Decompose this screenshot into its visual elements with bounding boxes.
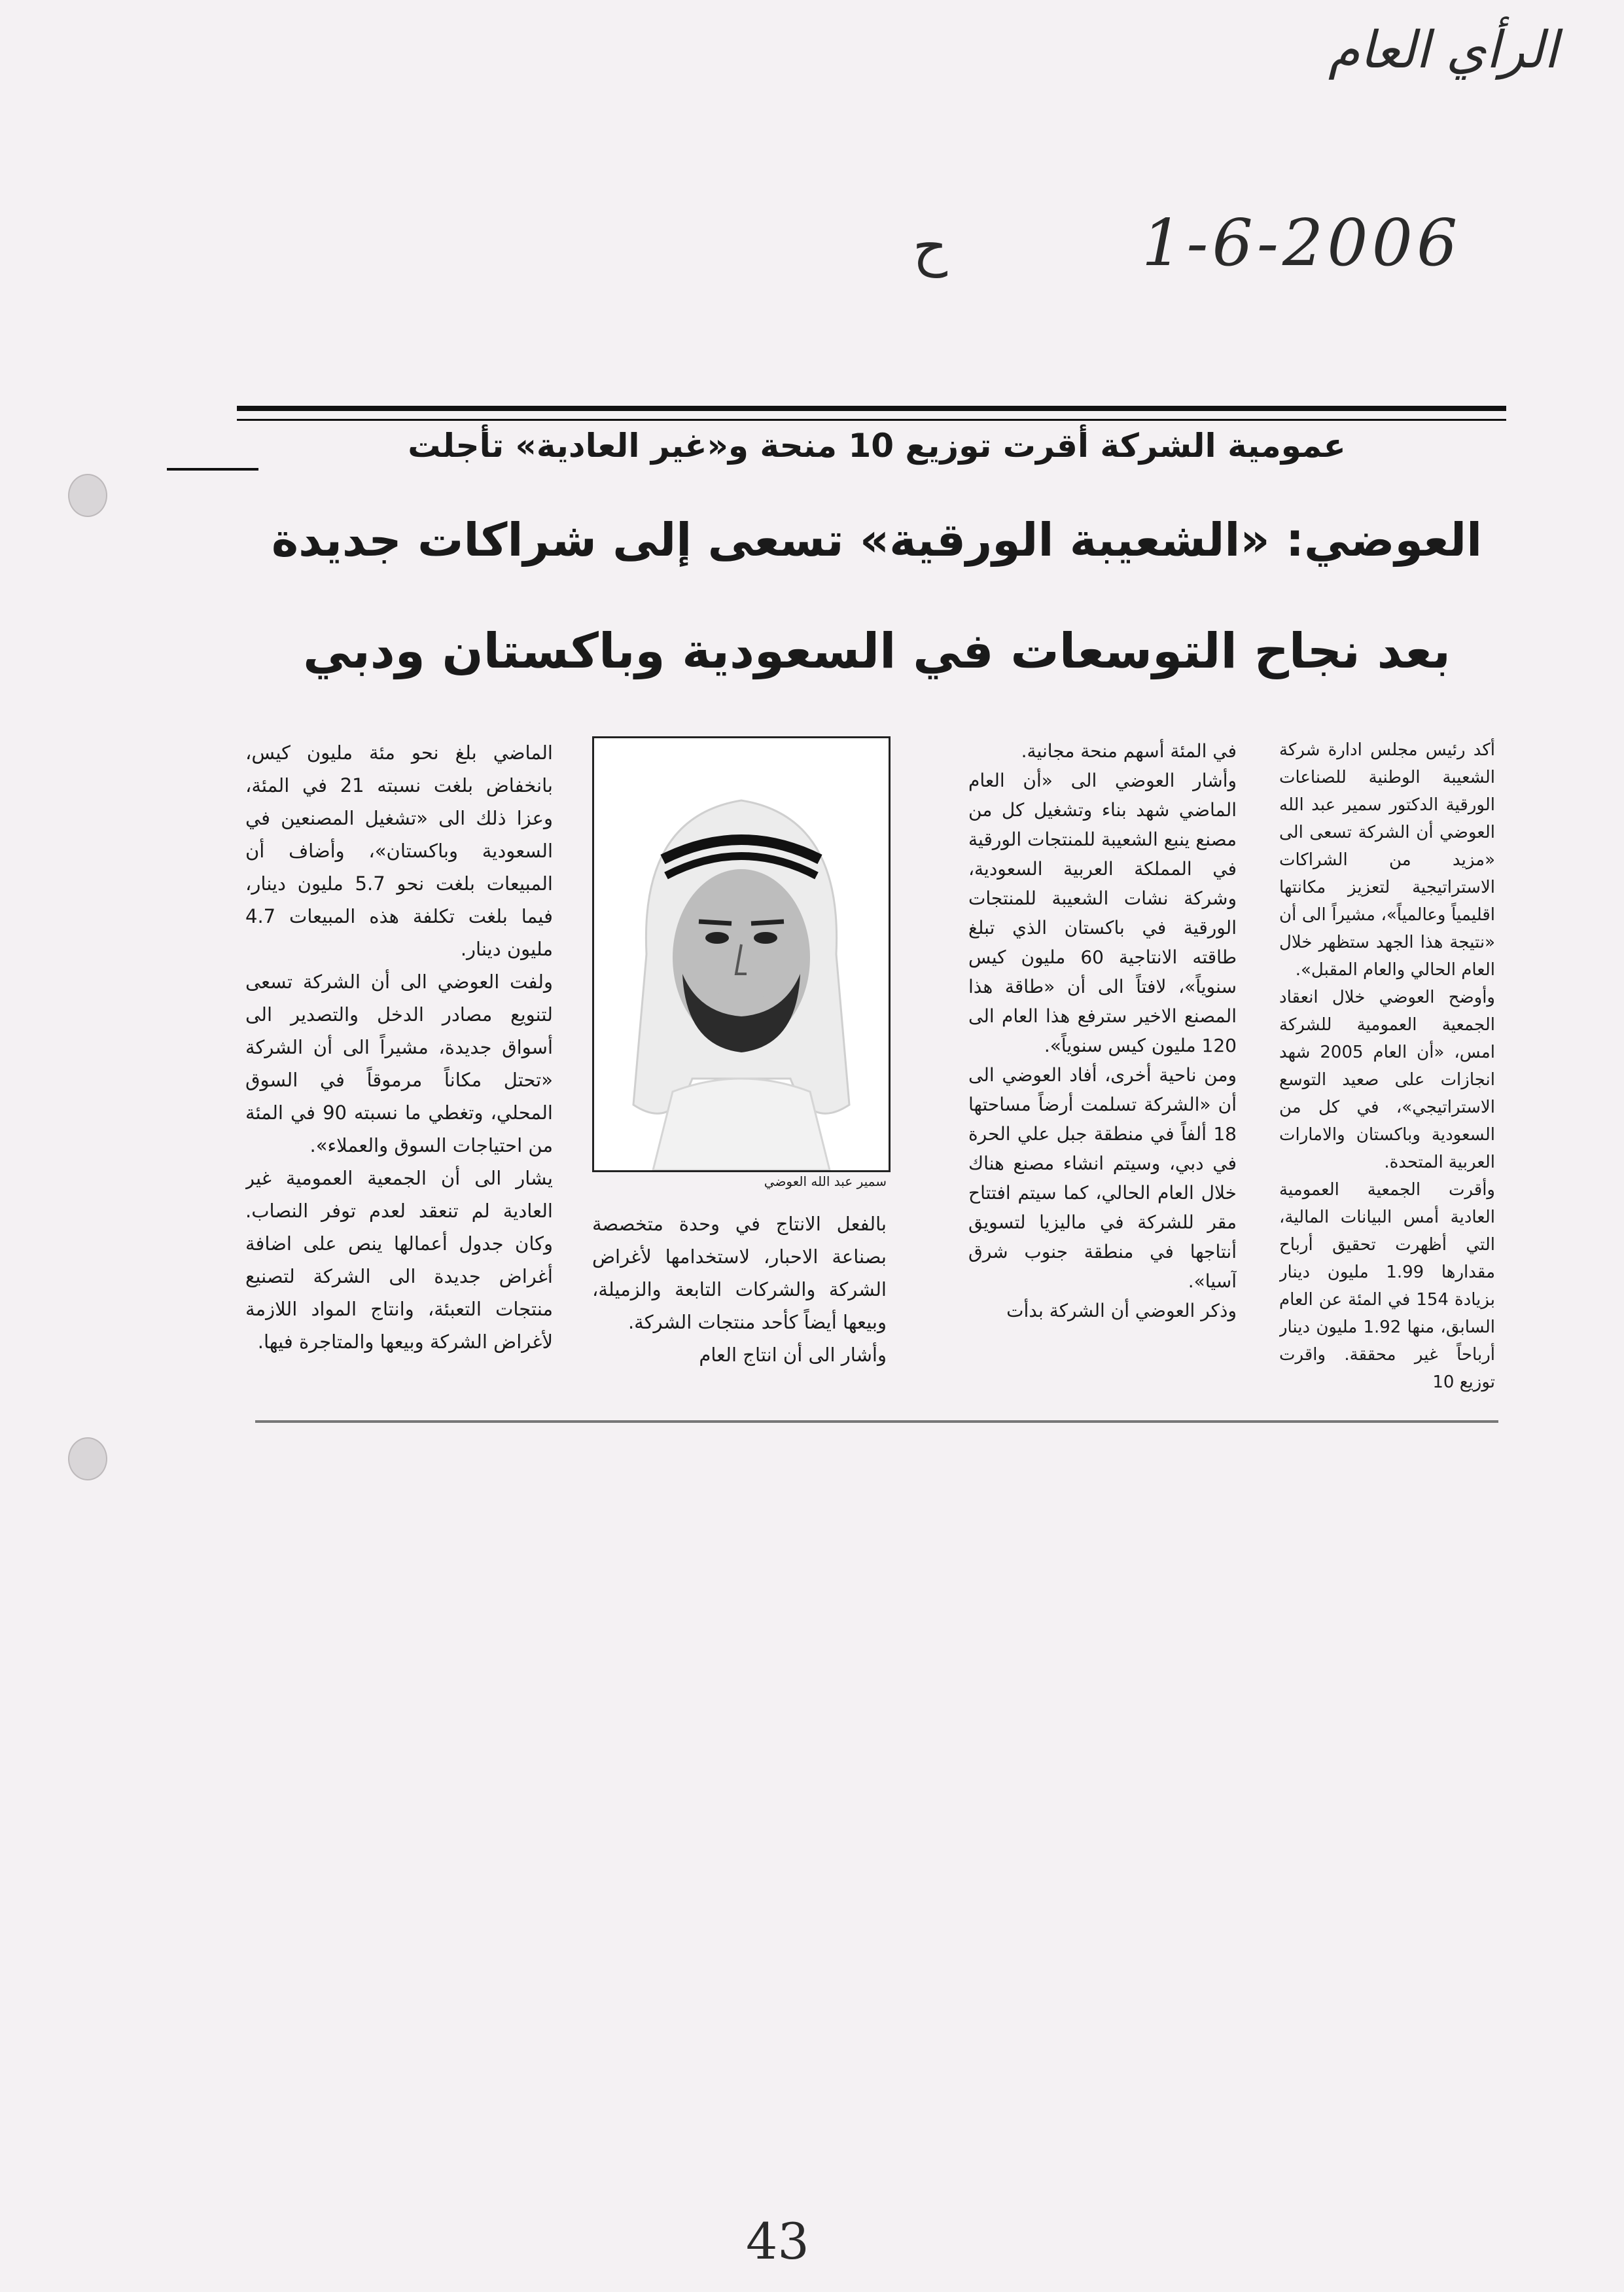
paragraph: وأشار العوضي الى «أن العام الماضي شهد بناء وتشغيل كل من مصنع ينبع الشعيبة للمنتجات الورقية في المملكة العربية السعودية، وشركة نشات الشعيبة للمنتجات الورقية في باكستان الذي تبلغ طاقته الانتاجية 60 مليون كيس سنوياً»، لافتاً الى أن «طاقة هذا المصنع الاخير سترفع هذا العام الى 120 مليون كيس سنوياً».: [968, 770, 1237, 1056]
headline-line-1: العوضي: «الشعيبة الورقية» تسعى إلى شراكات جديدة: [271, 513, 1483, 567]
paragraph: ومن ناحية أخرى، أفاد العوضي الى أن «الشركة تسلمت أرضاً مساحتها 18 ألفاً في منطقة جبل علي الحرة في دبي، وسيتم انشاء مصنع هناك خلال العام الحالي، كما سيتم افتتاح مقر للشركة في ماليزيا لتسويق أنتاجها في منطقة جنوب شرق آسيا».: [968, 1064, 1237, 1292]
article-kicker: عمومية الشركة أقرت توزيع 10 منحة و«غير العادية» تأجلت: [408, 427, 1346, 465]
paragraph: بالفعل الانتاج في وحدة متخصصة بصناعة الاحبار، لاستخدامها لأغراض الشركة والشركات التابعة والزميلة، وبيعها أيضاً كأحد منتجات الشركة.: [592, 1213, 887, 1333]
paragraph: في المئة أسهم منحة مجانية.: [1021, 740, 1237, 762]
top-rule-thin: [237, 419, 1506, 421]
article-column-4: [245, 736, 553, 1397]
handwritten-date: 1-6-2006: [1142, 206, 1462, 281]
margin-mark-line: [167, 468, 258, 471]
punch-hole-bottom: [68, 1437, 107, 1480]
photo-caption: سمير عبد الله العوضي: [764, 1173, 887, 1189]
punch-hole-top: [68, 474, 107, 517]
paragraph: وأقرت الجمعية العمومية العادية أمس البيانات المالية، التي أظهرت تحقيق أرباح مقدارها 1.99 مليون دينار بزيادة 154 في المئة عن العام السابق، منها 1.92 مليون دينار أرباحاً غير محققة. واقرت توزيع 10: [1279, 1180, 1495, 1392]
headline-line-2: بعد نجاح التوسعات في السعودية وباكستان ودبي: [303, 623, 1451, 679]
article-column-3: [592, 1208, 887, 1401]
top-rule-thick: [237, 406, 1506, 411]
man-portrait-icon: [594, 738, 889, 1170]
paragraph: الماضي بلغ نحو مئة مليون كيس، بانخفاض بلغت نسبته 21 في المئة، وعزا ذلك الى «تشغيل المصنعين في السعودية وباكستان»، وأضاف أن المبيعات بلغت نحو 5.7 مليون دينار، فيما بلغت تكلفة هذه المبيعات 4.7 مليون دينار.: [245, 742, 553, 960]
article-column-2: [968, 736, 1237, 1397]
paragraph: أكد رئيس مجلس ادارة شركة الشعيبة الوطنية للصناعات الورقية الدكتور سمير عبد الله العوضي أن الشركة تسعى الى «مزيد من الشراكات الاستراتيجية لتعزيز مكانتها اقليمياً وعالمياً»، مشيراً الى أن «نتيجة هذا الجهد ستظهر خلال العام الحالي والعام المقبل».: [1279, 740, 1495, 980]
handwritten-mark: ح: [913, 216, 947, 278]
paragraph: ولفت العوضي الى أن الشركة تسعى لتنويع مصادر الدخل والتصدير الى أسواق جديدة، مشيراً الى أن الشركة «تحتل مكاناً مرموقاً في السوق المحلي، وتغطي ما نسبته 90 في المئة من احتياجات السوق والعملاء».: [245, 971, 553, 1156]
portrait-photo: [592, 736, 891, 1172]
paragraph: يشار الى أن الجمعية العمومية غير العادية لم تنعقد لعدم توفر النصاب. وكان جدول أعمالها ينص على اضافة أغراض جديدة الى الشركة لتصنيع منتجات التعبئة، وانتاج المواد اللازمة لأغراض الشركة وبيعها والمتاجرة فيها.: [245, 1167, 553, 1353]
handwritten-source: الرأي العام: [1328, 21, 1559, 80]
paragraph: وذكر العوضي أن الشركة بدأت: [1006, 1300, 1237, 1321]
paragraph: وأشار الى أن انتاج العام: [699, 1344, 887, 1366]
bottom-rule: [255, 1420, 1498, 1423]
paragraph: وأوضح العوضي خلال انعقاد الجمعية العمومية للشركة امس، «أن العام 2005 شهد انجازات على صعيد التوسع الاستراتيجي»، في كل من السعودية وباكستان والامارات العربية المتحدة.: [1279, 988, 1495, 1172]
article-column-1: [1279, 736, 1495, 1397]
handwritten-page-number: 43: [746, 2212, 809, 2270]
